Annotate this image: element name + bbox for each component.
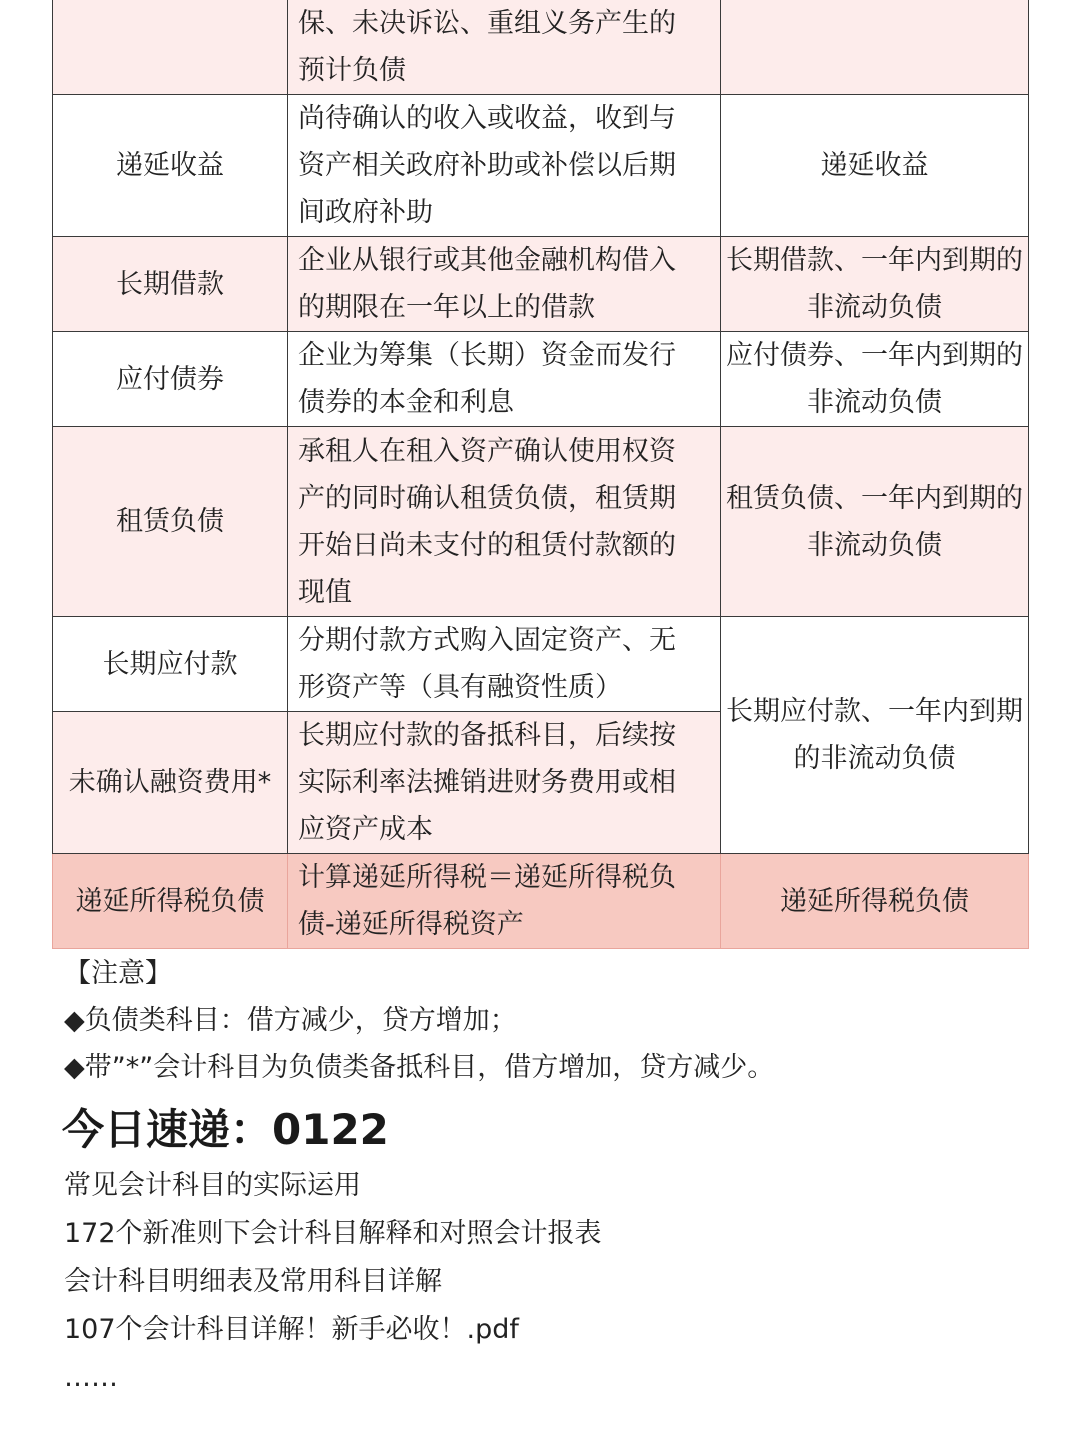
description-cell xyxy=(288,0,721,95)
description-line: 保、未决诉讼、重组义务产生的 xyxy=(298,7,676,39)
digest-item: 会计科目明细表及常用科目详解 xyxy=(64,1266,442,1297)
description-cell xyxy=(288,95,721,237)
account-cell xyxy=(53,0,288,95)
digest-item: 常见会计科目的实际运用 xyxy=(64,1170,361,1201)
description-line: 应资产成本 xyxy=(298,814,433,845)
description-line: 产的同时确认租赁负债，租赁期 xyxy=(298,482,676,514)
report-line: 非流动负债 xyxy=(807,292,942,323)
note-item: ◆负债类科目：借方减少，贷方增加； xyxy=(64,1005,517,1036)
account-cell: 未确认融资费用* xyxy=(53,712,288,854)
description-line: 开始日尚未支付的租赁付款额的 xyxy=(298,529,676,561)
table-row xyxy=(53,427,1029,617)
liability-accounts-table xyxy=(52,0,1029,949)
description-line: 企业从银行或其他金融机构借入 xyxy=(298,245,676,276)
description-line: 债-递延所得税资产 xyxy=(298,909,524,940)
description-line: 形资产等（具有融资性质） xyxy=(298,672,622,703)
report-item-cell xyxy=(721,617,1029,854)
notes-section xyxy=(64,950,774,1091)
report-line: 非流动负债 xyxy=(807,387,942,418)
account-cell: 递延所得税负债 xyxy=(53,854,288,949)
table-row xyxy=(53,332,1029,427)
digest-item: 107个会计科目详解！新手必收！.pdf xyxy=(64,1314,519,1345)
description-line: 承租人在租入资产确认使用权资 xyxy=(298,435,676,467)
report-line: 应付债券、一年内到期的 xyxy=(726,340,1023,371)
table-row xyxy=(53,237,1029,332)
report-item-cell xyxy=(721,0,1029,95)
description-line: 债券的本金和利息 xyxy=(298,387,514,418)
account-cell: 应付债券 xyxy=(53,332,288,427)
digest-item: 172个新准则下会计科目解释和对照会计报表 xyxy=(64,1218,602,1249)
report-line: 长期应付款、一年内到期 xyxy=(726,696,1023,727)
table-row xyxy=(53,854,1029,949)
note-item: ◆带”*”会计科目为负债类备抵科目，借方增加，贷方减少。 xyxy=(64,1052,775,1083)
table-row xyxy=(53,617,1029,712)
report-line: 长期借款、一年内到期的 xyxy=(726,245,1023,276)
description-line: 尚待确认的收入或收益，收到与 xyxy=(298,103,676,134)
report-line: 的非流动负债 xyxy=(793,743,956,774)
description-cell xyxy=(288,854,721,949)
description-line: 实际利率法摊销进财务费用或相 xyxy=(298,767,676,798)
report-item-cell xyxy=(721,427,1029,617)
report-line: 租赁负债、一年内到期的 xyxy=(726,482,1023,514)
description-line: 分期付款方式购入固定资产、无 xyxy=(298,625,676,656)
account-cell: 长期借款 xyxy=(53,237,288,332)
report-item-cell xyxy=(721,332,1029,427)
digest-title: 今日速递：0122 xyxy=(62,1105,389,1154)
description-line: 长期应付款的备抵科目，后续按 xyxy=(298,720,676,751)
description-line: 现值 xyxy=(298,576,352,608)
description-line: 间政府补助 xyxy=(298,197,433,228)
report-line: 非流动负债 xyxy=(807,529,942,561)
digest-item: …… xyxy=(64,1362,118,1393)
description-cell xyxy=(288,712,721,854)
description-line: 资产相关政府补助或补偿以后期 xyxy=(298,150,676,181)
description-line: 计算递延所得税＝递延所得税负 xyxy=(298,862,676,893)
table-row xyxy=(53,95,1029,237)
description-cell xyxy=(288,237,721,332)
digest-list xyxy=(64,1162,602,1402)
account-cell: 租赁负债 xyxy=(53,427,288,617)
description-line: 的期限在一年以上的借款 xyxy=(298,292,595,323)
account-cell: 长期应付款 xyxy=(53,617,288,712)
report-item-cell: 递延所得税负债 xyxy=(721,854,1029,949)
table-row xyxy=(53,0,1029,95)
report-item-cell: 递延收益 xyxy=(721,95,1029,237)
description-line: 预计负债 xyxy=(298,54,406,86)
description-cell xyxy=(288,427,721,617)
notes-heading: 【注意】 xyxy=(64,958,172,989)
account-cell: 递延收益 xyxy=(53,95,288,237)
description-line: 企业为筹集（长期）资金而发行 xyxy=(298,340,676,371)
description-cell xyxy=(288,617,721,712)
report-item-cell xyxy=(721,237,1029,332)
description-cell xyxy=(288,332,721,427)
